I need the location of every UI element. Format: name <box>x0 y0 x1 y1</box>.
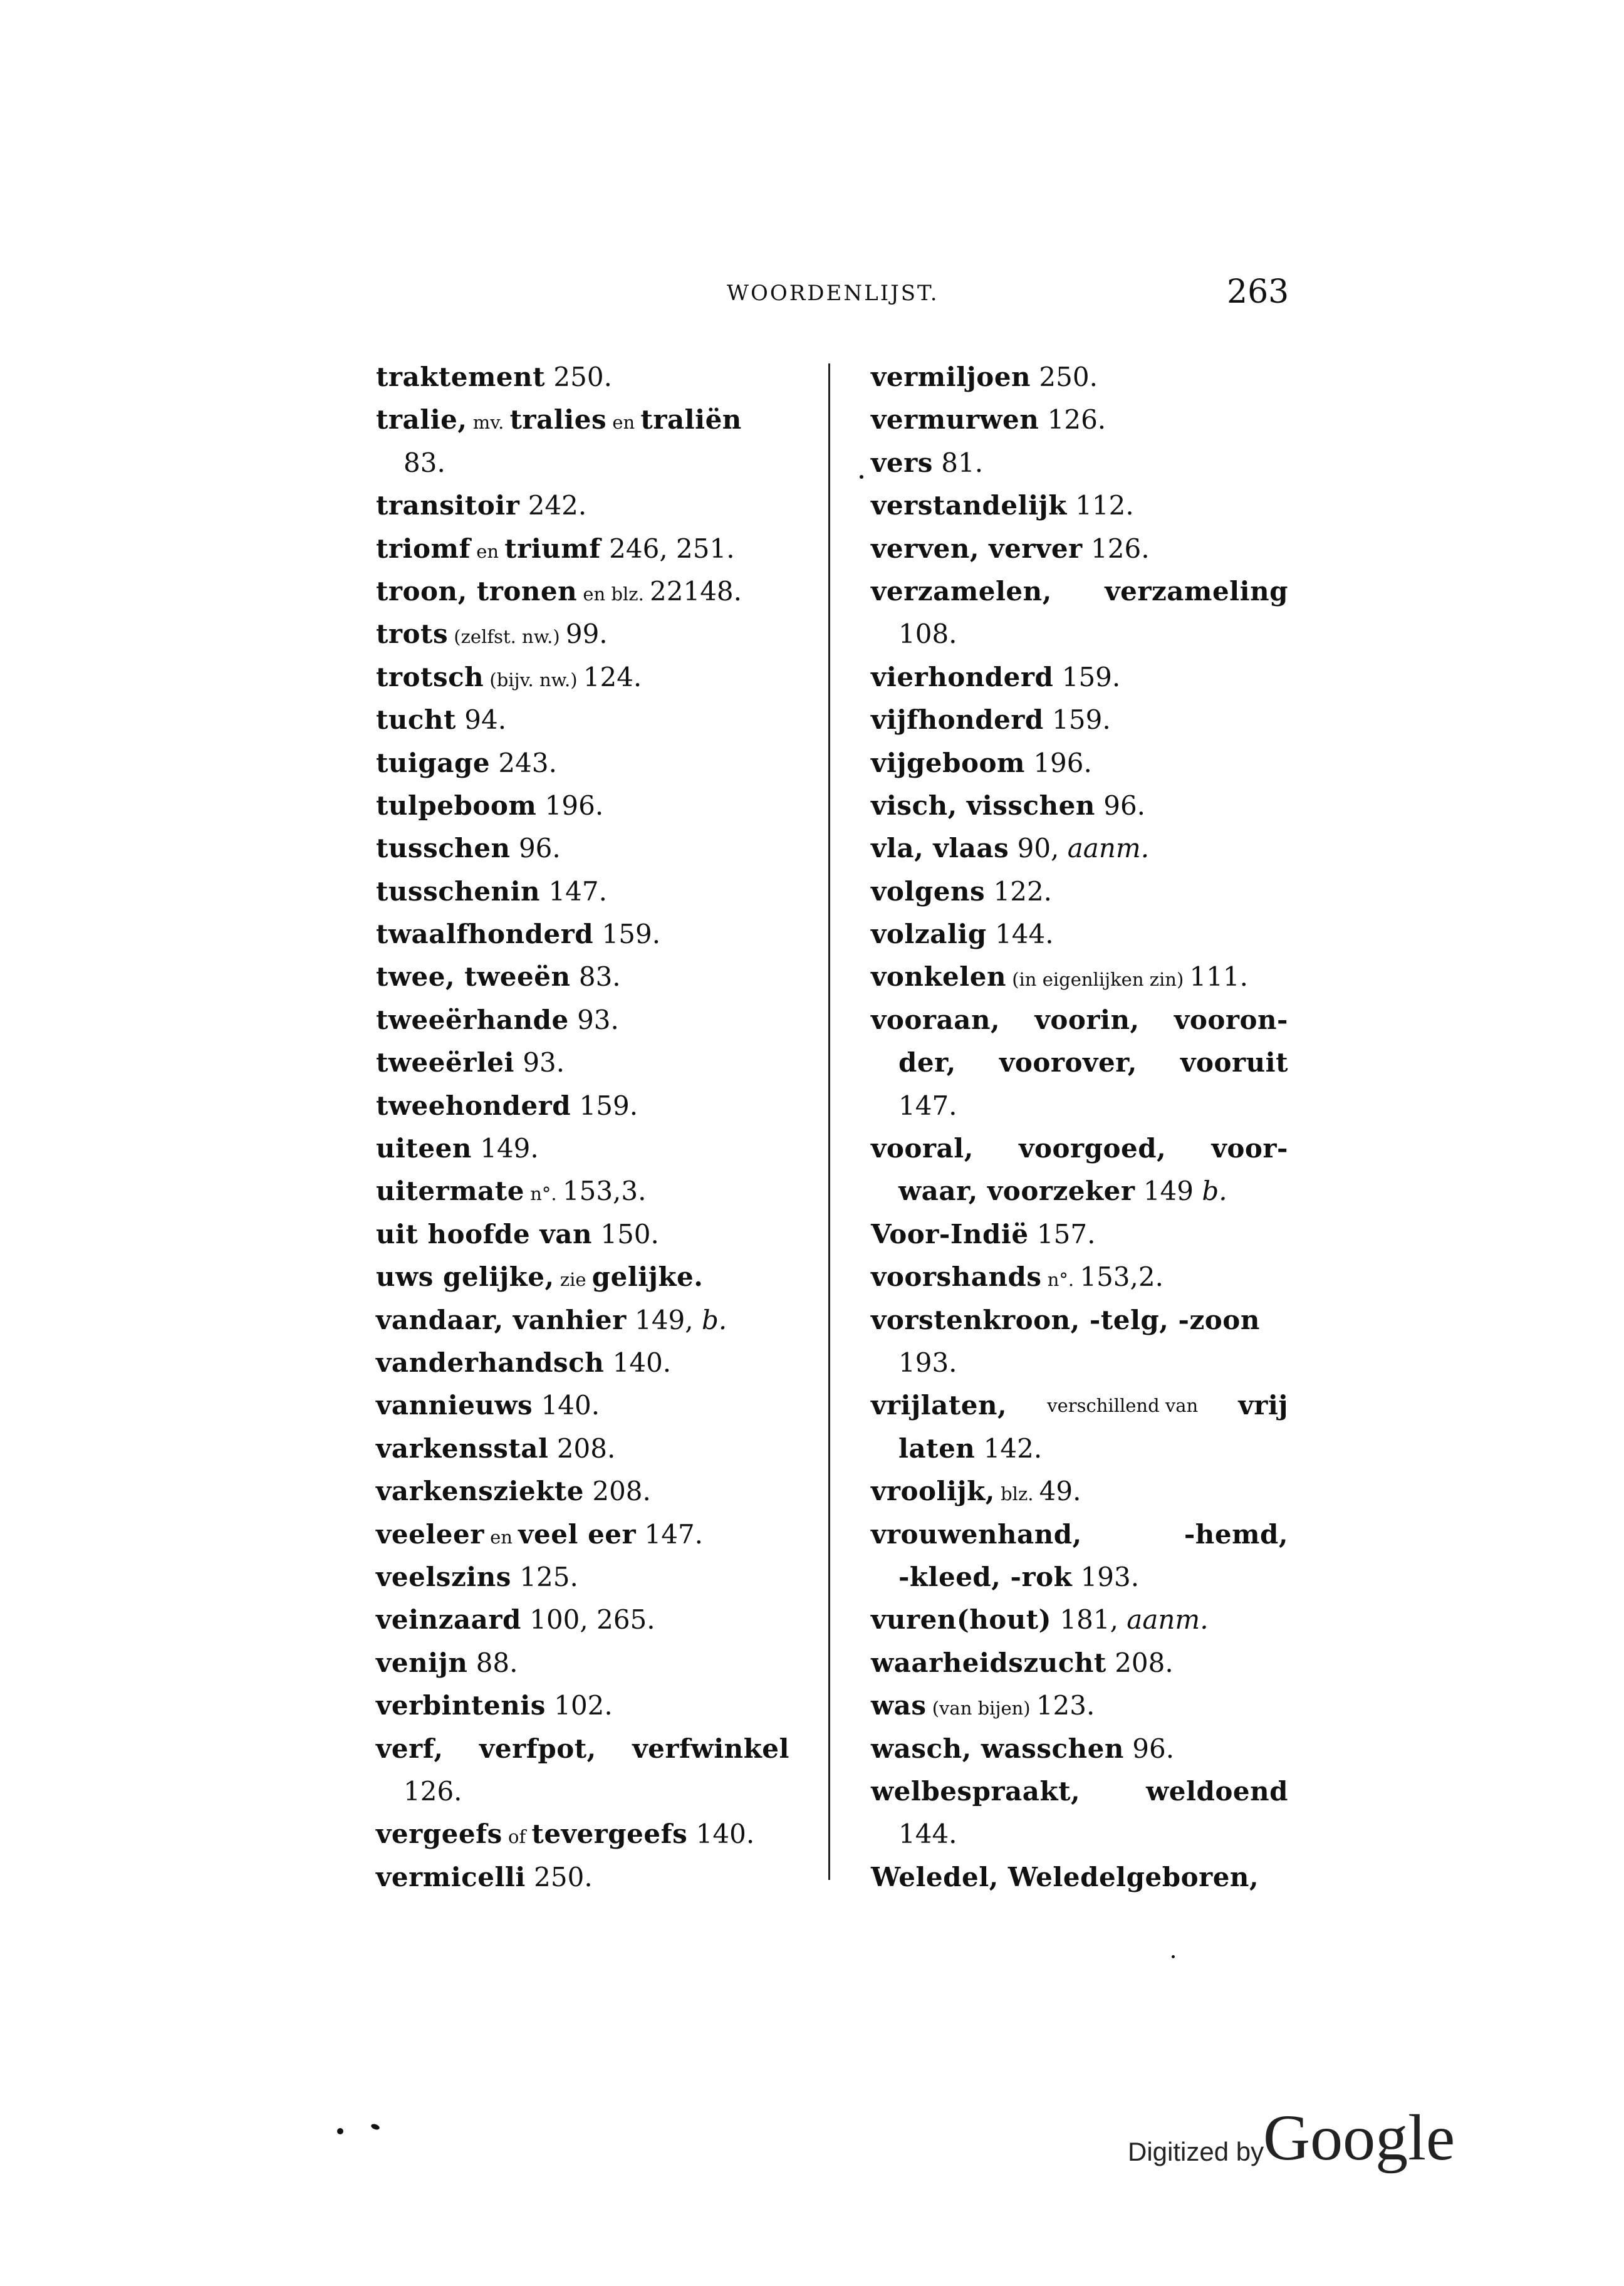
headword: vers <box>871 447 933 478</box>
index-entry <box>376 570 789 613</box>
index-entry <box>871 656 1288 699</box>
headword: der, <box>898 1047 956 1078</box>
headword: uiteen <box>376 1133 472 1164</box>
page-ref: 140. <box>604 1347 672 1378</box>
page-ref: 243. <box>490 747 557 778</box>
headword: verfpot, <box>479 1733 596 1764</box>
index-entry <box>871 785 1288 827</box>
page-ref: 159. <box>1043 704 1111 736</box>
abbrev-italic: aanm. <box>1059 833 1150 864</box>
index-entry <box>871 484 1288 527</box>
page-ref: 193. <box>898 1347 957 1378</box>
index-entry <box>871 699 1288 741</box>
index-entry <box>376 742 789 785</box>
index-entry <box>871 1170 1288 1213</box>
index-entry <box>376 785 789 827</box>
headword: vooruit <box>1180 1047 1288 1078</box>
page-ref: 142. <box>975 1433 1043 1464</box>
index-entry <box>376 999 789 1041</box>
page-ref: 250. <box>545 362 612 392</box>
index-entry <box>376 1599 789 1641</box>
index-entry <box>376 1684 789 1727</box>
headword: vooral, <box>871 1133 974 1164</box>
index-entry <box>376 484 789 527</box>
headword: voorover, <box>999 1047 1137 1078</box>
headword: verven, verver <box>871 533 1083 564</box>
page-ref: 99. <box>565 618 608 650</box>
headword: trots <box>376 618 449 650</box>
headword: veel eer <box>518 1518 637 1550</box>
headword: vijgeboom <box>871 747 1025 778</box>
index-entry <box>871 442 1288 484</box>
headword: voorshands <box>871 1261 1042 1293</box>
headword: uws gelijke, <box>376 1261 554 1293</box>
column-divider <box>828 363 830 1880</box>
page-ref: 208. <box>548 1433 616 1464</box>
headword: vrijlaten, <box>871 1390 1007 1421</box>
ink-speck <box>370 2123 380 2131</box>
index-entry <box>871 1213 1288 1256</box>
headword: visch, visschen <box>871 790 1095 821</box>
headword: vooron- <box>1174 1004 1288 1035</box>
page-ref: 126. <box>403 1775 462 1807</box>
index-entry <box>376 1770 789 1813</box>
index-entry <box>871 1728 1288 1770</box>
page-ref: 49. <box>1039 1476 1081 1507</box>
page-ref: 2. <box>1138 1261 1163 1293</box>
index-entry <box>871 742 1288 785</box>
index-entry <box>376 1299 789 1342</box>
headword: volgens <box>871 875 986 907</box>
page-ref: 124. <box>583 661 642 692</box>
headword: gelijke. <box>591 1261 704 1293</box>
index-entry <box>376 827 789 870</box>
headword: verzameling <box>1105 575 1288 607</box>
note-text: en <box>484 1526 519 1548</box>
page-ref: 93. <box>568 1004 619 1035</box>
index-entry <box>871 1299 1288 1342</box>
note-text: (zelfst. nw.) <box>448 626 566 648</box>
note-text: (bijv. nw.) <box>484 669 583 691</box>
headword: verfwinkel <box>632 1733 789 1764</box>
index-entry <box>871 1770 1288 1813</box>
headword: vermicelli <box>376 1861 526 1892</box>
headword: venijn <box>376 1647 468 1678</box>
headword: veeleer <box>376 1518 484 1550</box>
headword: tevergeefs <box>531 1819 688 1850</box>
index-entry <box>871 528 1288 570</box>
right-column <box>871 356 1288 1899</box>
headword: traliën <box>640 404 742 436</box>
index-entry <box>376 356 789 399</box>
page-ref: 126. <box>1082 533 1150 564</box>
page-ref: 159. <box>1053 661 1121 692</box>
headword: verstandelijk <box>871 490 1067 521</box>
page-ref: 147. <box>636 1518 704 1550</box>
index-entry <box>376 1041 789 1084</box>
headword: triomf <box>376 533 471 564</box>
note-text: (van bijen) <box>926 1698 1036 1720</box>
index-entry <box>376 956 789 998</box>
headword: -kleed, -rok <box>898 1561 1073 1592</box>
ink-speck <box>1172 1955 1175 1958</box>
page-ref: 48. <box>700 575 742 607</box>
page-ref: 196. <box>536 790 604 821</box>
headword: wasch, wasschen <box>871 1733 1124 1764</box>
page-ref: 88. <box>467 1647 518 1678</box>
page-ref: 147. <box>540 875 607 907</box>
index-entry <box>871 1556 1288 1599</box>
headword: tweeërhande <box>376 1004 569 1035</box>
page-ref: 94. <box>455 704 507 736</box>
page-ref: 246, 251. <box>600 533 735 564</box>
headword: tweehonderd <box>376 1090 571 1121</box>
index-entry <box>871 1256 1288 1298</box>
headword: vergeefs <box>376 1819 502 1850</box>
page-ref: 83. <box>570 961 621 993</box>
page-ref: 159. <box>593 919 661 950</box>
headword: waarheidszucht <box>871 1647 1106 1678</box>
index-entry <box>376 1728 789 1770</box>
page-ref: 157. <box>1028 1218 1096 1250</box>
headword: welbespraakt, <box>871 1775 1081 1807</box>
headword: vooraan, <box>871 1004 1001 1035</box>
headword: vandaar, vanhier <box>376 1304 627 1335</box>
headword: vijfhonderd <box>871 704 1044 736</box>
page-ref: 140. <box>687 1819 755 1850</box>
index-entry <box>871 1427 1288 1470</box>
headword: vla, vlaas <box>871 833 1009 864</box>
index-entry <box>871 827 1288 870</box>
page-ref: 153, <box>562 1176 622 1207</box>
headword: uitermate <box>376 1176 525 1207</box>
index-entry <box>376 1642 789 1684</box>
index-entry <box>376 1813 789 1855</box>
headword: verzamelen, <box>871 575 1052 607</box>
index-entry <box>376 442 789 484</box>
google-logo: Google <box>1263 2102 1455 2174</box>
index-entry <box>871 1470 1288 1513</box>
page-ref: 150. <box>592 1218 659 1250</box>
page-ref: 3. <box>621 1176 647 1207</box>
index-entry <box>871 999 1288 1041</box>
index-entry <box>376 1085 789 1127</box>
headword: vrouwenhand, <box>871 1518 1082 1550</box>
index-entry <box>871 613 1288 655</box>
index-entry <box>871 1041 1288 1084</box>
note-text: (in eigenlijken zin) <box>1006 969 1190 991</box>
index-entry <box>871 356 1288 399</box>
note-text: n°. <box>524 1183 563 1205</box>
ink-speck <box>337 2128 343 2134</box>
page-ref: 140. <box>533 1390 600 1421</box>
headword: verf, <box>376 1733 444 1764</box>
index-entry <box>376 1170 789 1213</box>
index-entry <box>376 1856 789 1899</box>
abbrev-italic: b. <box>1194 1176 1227 1207</box>
page-ref: 193. <box>1072 1561 1140 1592</box>
index-entry <box>871 913 1288 956</box>
headword: -hemd, <box>1184 1518 1288 1550</box>
index-entry <box>871 1384 1288 1427</box>
headword: vermiljoen <box>871 362 1031 392</box>
headword: voor- <box>1211 1133 1288 1164</box>
headword: verbintenis <box>376 1690 546 1721</box>
index-entry <box>871 1813 1288 1855</box>
index-entry <box>871 870 1288 913</box>
digitized-by-label: Digitized by <box>1128 2137 1264 2166</box>
note-text: of <box>502 1826 532 1848</box>
index-entry <box>871 570 1288 613</box>
index-entry <box>376 699 789 741</box>
index-entry <box>871 1085 1288 1127</box>
index-entry <box>376 913 789 956</box>
headword: varkensziekte <box>376 1476 584 1507</box>
index-entry <box>871 1856 1288 1899</box>
note-text: en <box>471 540 505 562</box>
headword: twaalfhonderd <box>376 919 594 950</box>
headword: troon, tronen <box>376 575 578 607</box>
page-ref: 181, <box>1051 1604 1118 1636</box>
headword: tusschen <box>376 833 511 864</box>
page-ref: 149. <box>471 1133 539 1164</box>
headword: was <box>871 1690 927 1721</box>
headword: Voor-Indië <box>871 1218 1029 1250</box>
index-entry <box>376 870 789 913</box>
page-ref: 125. <box>511 1561 578 1592</box>
headword: veinzaard <box>376 1604 521 1636</box>
page-ref: 96. <box>1123 1733 1175 1764</box>
page-number: 263 <box>1227 273 1289 311</box>
headword: vorstenkroon, -telg, -zoon <box>871 1304 1260 1335</box>
note-text: mv. <box>467 412 510 434</box>
headword: tralies <box>509 404 607 436</box>
note-text: en blz. <box>577 583 650 605</box>
headword: vannieuws <box>376 1390 533 1421</box>
page-ref: 100, 265. <box>521 1604 655 1636</box>
index-entry <box>376 613 789 655</box>
page-ref: 144. <box>986 919 1054 950</box>
headword: triumf <box>504 533 601 564</box>
index-entry <box>376 1213 789 1256</box>
headword: tralie, <box>376 404 467 436</box>
page-ref: 81. <box>932 447 984 478</box>
headword: varkensstal <box>376 1433 549 1464</box>
index-entry <box>376 1556 789 1599</box>
headword: tuigage <box>376 747 491 778</box>
note-text: blz. <box>994 1483 1039 1505</box>
index-entry <box>376 1342 789 1384</box>
headword: voorgoed, <box>1019 1133 1167 1164</box>
page-ref: 123. <box>1036 1690 1095 1721</box>
index-entry <box>871 1642 1288 1684</box>
headword: vroolijk, <box>871 1476 995 1507</box>
abbrev-italic: aanm. <box>1118 1604 1209 1636</box>
index-entry <box>871 1127 1288 1170</box>
left-column <box>376 356 789 1899</box>
headword: weldoend <box>1146 1775 1288 1807</box>
headword: tweeërlei <box>376 1047 514 1078</box>
page-ref: 149, <box>626 1304 694 1335</box>
index-entry <box>871 1684 1288 1727</box>
headword: voorin, <box>1034 1004 1140 1035</box>
headword: volzalig <box>871 919 987 950</box>
headword: veelszins <box>376 1561 511 1592</box>
headword: trotsch <box>376 661 484 692</box>
note-text: n°. <box>1041 1269 1080 1291</box>
headword: vuren(hout) <box>871 1604 1052 1636</box>
headword: vermurwen <box>871 404 1039 436</box>
index-entry <box>871 956 1288 998</box>
page-ref: 122. <box>985 875 1053 907</box>
page-ref: 159. <box>571 1090 638 1121</box>
headword: twee, tweeën <box>376 961 571 993</box>
page-ref: 111. <box>1189 961 1248 993</box>
headword: Weledel, Weledelgeboren, <box>871 1861 1259 1892</box>
headword: tulpeboom <box>376 790 537 821</box>
headword: vierhonderd <box>871 661 1054 692</box>
page-ref: 126. <box>1039 404 1106 436</box>
headword: tucht <box>376 704 456 736</box>
page-ref: 242. <box>519 490 587 521</box>
index-entry <box>376 1513 789 1556</box>
index-entry <box>871 1513 1288 1556</box>
page-ref: 250. <box>1031 362 1098 392</box>
page-ref: 149 <box>1135 1176 1194 1207</box>
index-entry <box>376 656 789 699</box>
headword: transitoir <box>376 490 520 521</box>
index-entry <box>376 1256 789 1298</box>
headword: tusschenin <box>376 875 541 907</box>
headword: vrij <box>1238 1390 1288 1421</box>
page-ref: 153, <box>1080 1261 1138 1293</box>
index-entry <box>871 1342 1288 1384</box>
page-ref: 93. <box>514 1047 565 1078</box>
page-ref: 250. <box>525 1861 593 1892</box>
abbrev-italic: b. <box>693 1304 727 1335</box>
index-entry <box>871 1599 1288 1641</box>
page-ref: 108. <box>898 618 957 650</box>
headword: traktement <box>376 362 546 392</box>
headword: waar, voorzeker <box>898 1176 1135 1207</box>
index-entry <box>376 1470 789 1513</box>
note-text: zie <box>554 1269 592 1291</box>
index-entry <box>376 399 789 441</box>
page-ref: 221 <box>650 575 700 607</box>
page-ref: 196. <box>1024 747 1092 778</box>
page-ref: 208. <box>1106 1647 1174 1678</box>
page-ref: 102. <box>545 1690 613 1721</box>
page-ref: 147. <box>898 1090 957 1121</box>
note-text: en <box>606 412 641 434</box>
headword: vonkelen <box>871 961 1006 993</box>
page-ref: 112. <box>1066 490 1134 521</box>
page-ref: 144. <box>898 1819 957 1850</box>
page-ref: 90, <box>1009 833 1059 864</box>
ink-speck <box>860 475 863 479</box>
running-header: WOORDENLIJST. <box>727 281 939 306</box>
page-ref: 96. <box>1095 790 1146 821</box>
index-entry <box>376 1127 789 1170</box>
headword: laten <box>898 1433 976 1464</box>
index-entry <box>871 399 1288 441</box>
index-entry <box>376 1384 789 1427</box>
index-entry <box>376 1427 789 1470</box>
index-entry <box>376 528 789 570</box>
headword: uit hoofde van <box>376 1218 593 1250</box>
headword: vanderhandsch <box>376 1347 605 1378</box>
page-ref: 96. <box>510 833 561 864</box>
page-ref: 83. <box>403 447 445 478</box>
note-text: verschillend van <box>1047 1395 1199 1417</box>
page-ref: 208. <box>584 1476 651 1507</box>
